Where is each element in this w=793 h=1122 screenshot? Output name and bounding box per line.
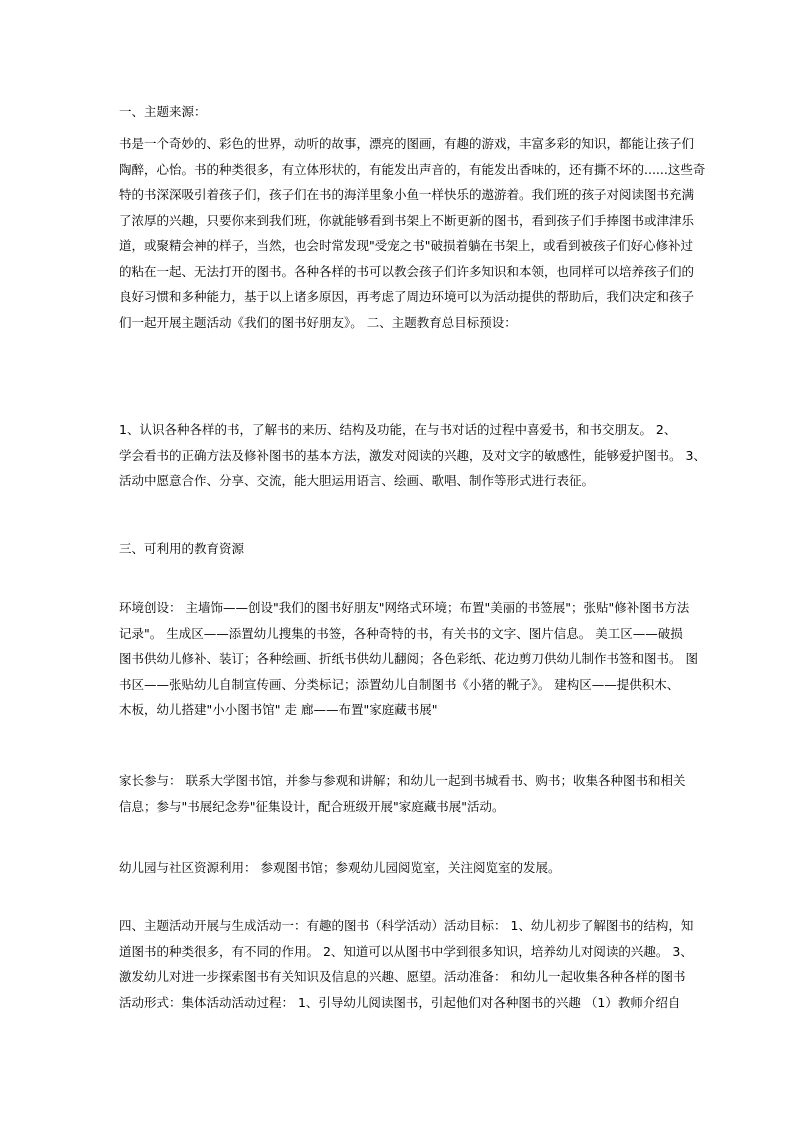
paragraph-goals — [119, 417, 706, 494]
section-heading-resources — [119, 536, 679, 562]
text-line: 1、认识各种各样的书，了解书的来历、结构及功能，在与书对话的过程中喜爱书，和书交朋友。 2、 — [119, 422, 677, 437]
text-line: 激发幼儿对进一步探索图书有关知识及信息的兴趣、愿望。活动准备： 和幼儿一起收集各种各样的图书 — [119, 969, 686, 984]
text-line: 环境创设： 主墙饰——创设"我们的图书好朋友"网络式环境；布置"美丽的书签展"；张贴"修补图书方法 — [119, 600, 690, 615]
text-line: 特的书深深吸引着孩子们，孩子们在书的海洋里象小鱼一样快乐的遨游着。我们班的孩子对阅读图书充满 — [119, 187, 695, 202]
text-line: 记录"。 生成区——添置幼儿搜集的书签，各种奇特的书，有关书的文字、图片信息。 美工区——破损 — [119, 625, 683, 641]
text-line: 良好习惯和多种能力，基于以上诸多原因，再考虑了周边环境可以为活动提供的帮助后，我们决定和孩子 — [119, 289, 695, 304]
text-line: 活动形式：集体活动活动过程： 1、引导幼儿阅读图书，引起他们对各种图书的兴趣 （1）教师介绍自 — [119, 994, 681, 1010]
paragraph-parents — [119, 768, 686, 819]
text-line: 信息；参与"书展纪念券"征集设计，配合班级开展"家庭藏书展"活动。 — [119, 798, 505, 814]
paragraph-community — [119, 855, 679, 881]
text-line: 木板，幼儿搭建"小小图书馆" 走 廊——布置"家庭藏书展" — [119, 702, 438, 717]
heading-line: 一、主题来源： — [119, 104, 207, 119]
text-line: 们一起开展主题活动《我们的图书好朋友》。 二、主题教育总目标预设： — [119, 314, 517, 330]
text-line: 图书供幼儿修补、装订；各种绘画、折纸书供幼儿翻阅；各色彩纸、花边剪刀供幼儿制作书签和图书。 图 — [119, 651, 698, 666]
paragraph-theme-source — [119, 131, 706, 335]
text-line: 的粘在一起、无法打开的图书。各种各样的书可以教会孩子们许多知识和本领，也同样可以培养孩子们的 — [119, 263, 695, 279]
text-line: 书是一个奇妙的、彩色的世界，动听的故事，漂亮的图画，有趣的游戏，丰富多彩的知识，都能让孩子们 — [119, 136, 695, 151]
section-heading-theme-source — [119, 99, 679, 125]
heading-line: 三、可利用的教育资源 — [119, 541, 245, 556]
text-line: 活动中愿意合作、分享、交流，能大胆运用语言、绘画、歌唱、制作等形式进行表征。 — [119, 473, 595, 488]
text-line: 幼儿园与社区资源利用： 参观图书馆；参观幼儿园阅览室，关注阅览室的发展。 — [119, 860, 561, 875]
text-line: 了浓厚的兴趣，只要你来到我们班，你就能够看到书架上不断更新的图书，看到孩子们手捧图书或津津乐 — [119, 212, 695, 228]
text-line: 学会看书的正确方法及修补图书的基本方法，激发对阅读的兴趣，及对文字的敏感性，能够爱护图书。 3、 — [119, 447, 706, 463]
text-line: 道图书的种类很多，有不同的作用。 2、知道可以从图书中学到很多知识，培养幼儿对阅读的兴趣。 3、 — [119, 943, 693, 959]
text-line: 道，或聚精会神的样子，当然，也会时常发现"受宠之书"破损着躺在书架上，或看到被孩子们好心修补过 — [119, 238, 694, 253]
paragraph-environment — [119, 595, 698, 723]
text-line: 陶醉，心怡。书的种类很多，有立体形状的，有能发出声音的，有能发出香味的，还有撕不坏的......这些奇 — [119, 161, 706, 177]
paragraph-activity-one — [119, 913, 694, 1015]
text-line: 书区——张贴幼儿自制宣传画、分类标记；添置幼儿自制图书《小猪的靴子》。 建构区——提供积木、 — [119, 676, 680, 692]
text-line: 家长参与： 联系大学图书馆，并参与参观和讲解；和幼儿一起到书城看书、购书；收集各种图书和相关 — [119, 773, 686, 788]
text-line: 四、主题活动开展与生成活动一：有趣的图书（科学活动）活动目标： 1、幼儿初步了解图书的结构，知 — [119, 918, 694, 933]
